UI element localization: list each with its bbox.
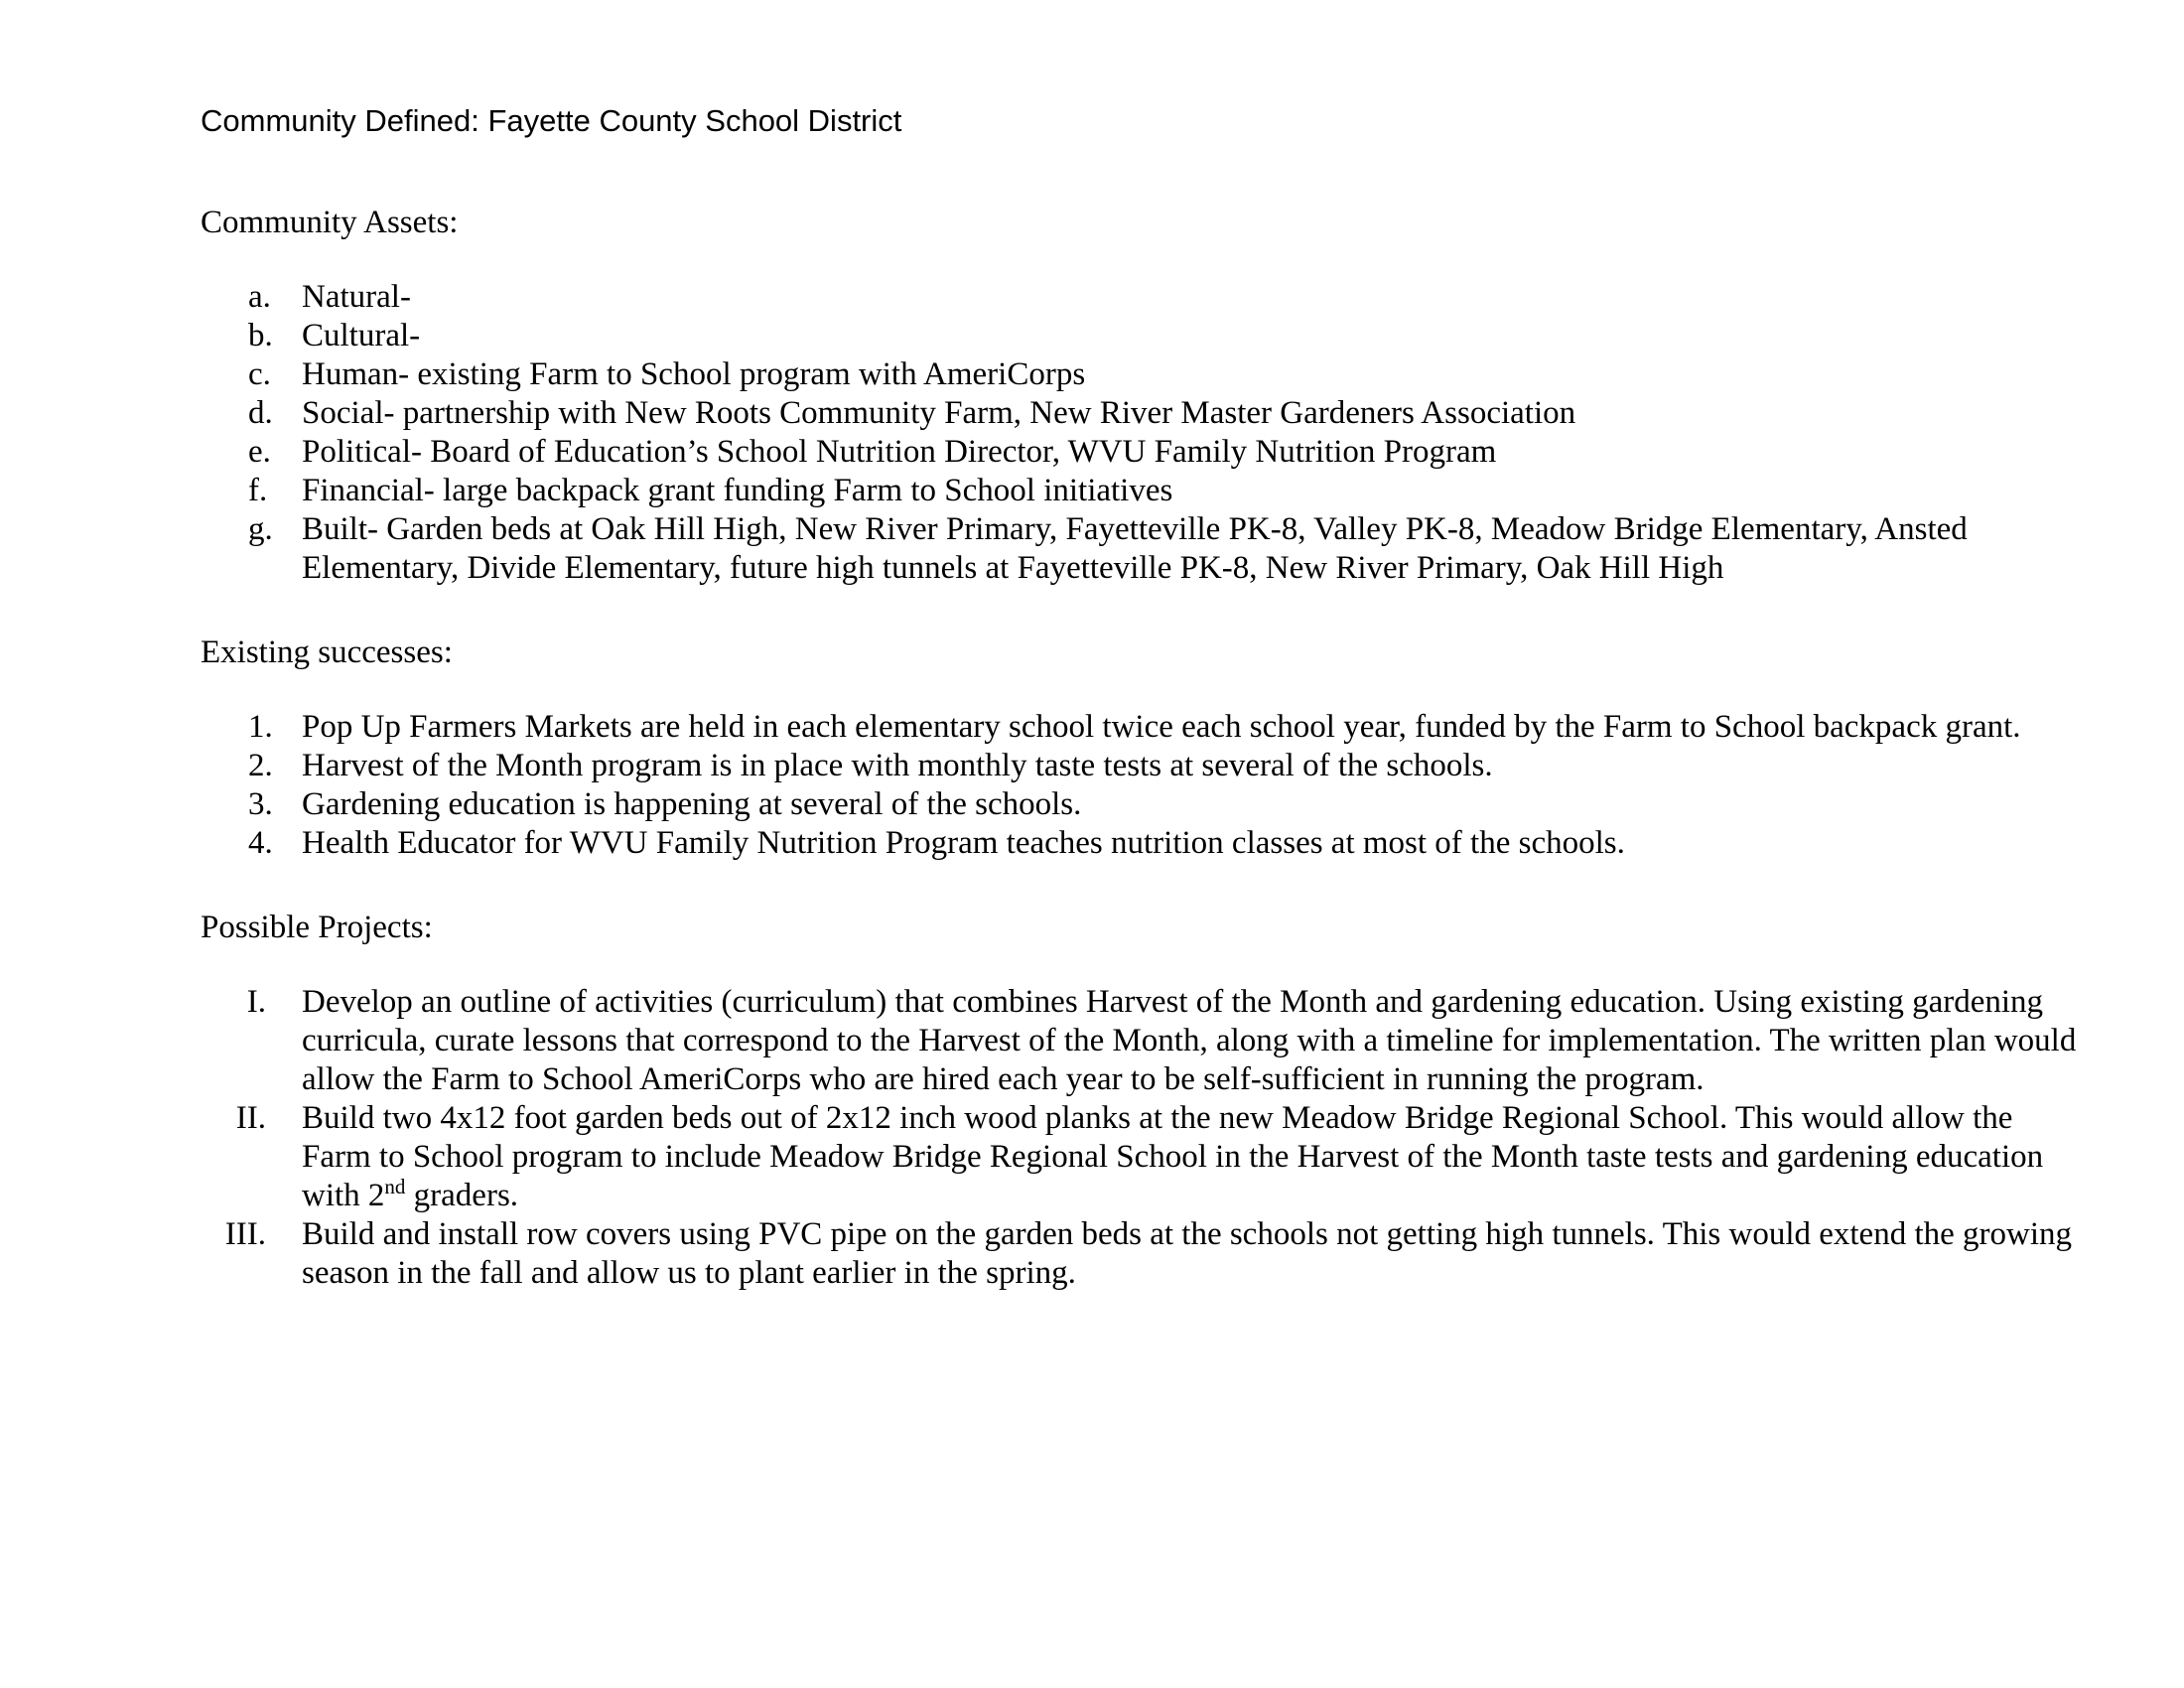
text-segment: Financial- large backpack grant funding Farm to School initiatives: [302, 473, 1173, 508]
list-item: [201, 278, 2085, 317]
text-segment: Harvest of the Month program is in place with monthly taste tests at several of the schools.: [302, 748, 1493, 783]
text-segment: Human- existing Farm to School program with AmeriCorps: [302, 356, 1086, 392]
list-item-text: [302, 278, 2079, 317]
list-marker: 1.: [248, 709, 273, 745]
superscript-text: nd: [384, 1175, 406, 1198]
list-marker: 2.: [248, 748, 273, 783]
section-list: [201, 983, 2085, 1293]
list-item-text: [302, 394, 2079, 433]
list-marker: b.: [248, 318, 273, 353]
list-item-text: [302, 433, 2079, 472]
section-heading: Existing successes:: [201, 634, 453, 670]
list-marker: II.: [235, 1100, 266, 1136]
text-segment: Health Educator for WVU Family Nutrition Program teaches nutrition classes at most of the schools.: [302, 825, 1625, 861]
text-segment: Pop Up Farmers Markets are held in each elementary school twice each school year, funded by the Farm to School backpack grant.: [302, 709, 2021, 745]
list-marker: g.: [248, 511, 273, 547]
list-item-text: [302, 317, 2079, 355]
text-segment: Built- Garden beds at Oak Hill High, New River Primary, Fayetteville PK-8, Valley PK-8, Meadow Bridge Elementary, Ansted Elementary, Divide Elementary, future high tunnels at Fayetteville PK-8, New River Primary, Oak Hill High: [302, 511, 1968, 586]
list-item: [201, 983, 2085, 1099]
list-item-text: [302, 708, 2079, 747]
list-marker: a.: [248, 279, 271, 315]
list-item: [201, 317, 2085, 355]
list-item-text: [302, 824, 2079, 863]
section-heading: Community Assets:: [201, 205, 459, 240]
list-marker: I.: [246, 984, 266, 1020]
list-item: [201, 355, 2085, 394]
list-item-text: [302, 747, 2079, 785]
list-item-text: [302, 1099, 2079, 1215]
text-segment: Cultural-: [302, 318, 421, 353]
list-marker: f.: [248, 473, 268, 508]
list-marker: c.: [248, 356, 271, 392]
text-segment: Gardening education is happening at several of the schools.: [302, 786, 1082, 822]
list-item-text: [302, 510, 2079, 588]
list-item-text: [302, 355, 2079, 394]
section-list: [201, 278, 2085, 588]
list-item: [201, 1215, 2085, 1293]
text-segment: Natural-: [302, 279, 411, 315]
list-marker: d.: [248, 395, 273, 431]
text-segment: Build and install row covers using PVC pipe on the garden beds at the schools not getting high tunnels. This would extend the growing season in the fall and allow us to plant earlier in the spring.: [302, 1216, 2072, 1291]
list-item-text: [302, 785, 2079, 824]
section-heading: Possible Projects:: [201, 910, 433, 945]
list-item: [201, 433, 2085, 472]
list-item: [201, 785, 2085, 824]
document-title: Community Defined: Fayette County School District: [201, 103, 902, 138]
list-item-text: [302, 983, 2079, 1099]
list-item: [201, 708, 2085, 747]
list-item: [201, 510, 2085, 588]
list-item-text: [302, 1215, 2079, 1293]
list-marker: III.: [224, 1216, 266, 1252]
list-item: [201, 824, 2085, 863]
list-item: [201, 472, 2085, 510]
text-segment: Social- partnership with New Roots Community Farm, New River Master Gardeners Association: [302, 395, 1576, 431]
text-segment: Political- Board of Education’s School Nutrition Director, WVU Family Nutrition Program: [302, 434, 1497, 470]
list-item: [201, 1099, 2085, 1215]
list-item-text: [302, 472, 2079, 510]
list-marker: 4.: [248, 825, 273, 861]
section-list: [201, 708, 2085, 863]
text-segment: Build two 4x12 foot garden beds out of 2x12 inch wood planks at the new Meadow Bridge Regional School. This would allow the Farm to School program to include Meadow Bridge Regional School in the Harvest of the Month taste tests and gardening education with 2: [302, 1100, 2044, 1213]
list-marker: 3.: [248, 786, 273, 822]
document-body: [201, 204, 2085, 1293]
list-marker: e.: [248, 434, 271, 470]
text-segment: Develop an outline of activities (curriculum) that combines Harvest of the Month and gardening education. Using existing gardening curricula, curate lessons that correspond to the Harvest of the Month, along with a timeline for implementation. The written plan would allow the Farm to School AmeriCorps who are hired each year to be self-sufficient in running the program.: [302, 984, 2077, 1097]
list-item: [201, 747, 2085, 785]
text-segment: graders.: [405, 1178, 519, 1213]
list-item: [201, 394, 2085, 433]
